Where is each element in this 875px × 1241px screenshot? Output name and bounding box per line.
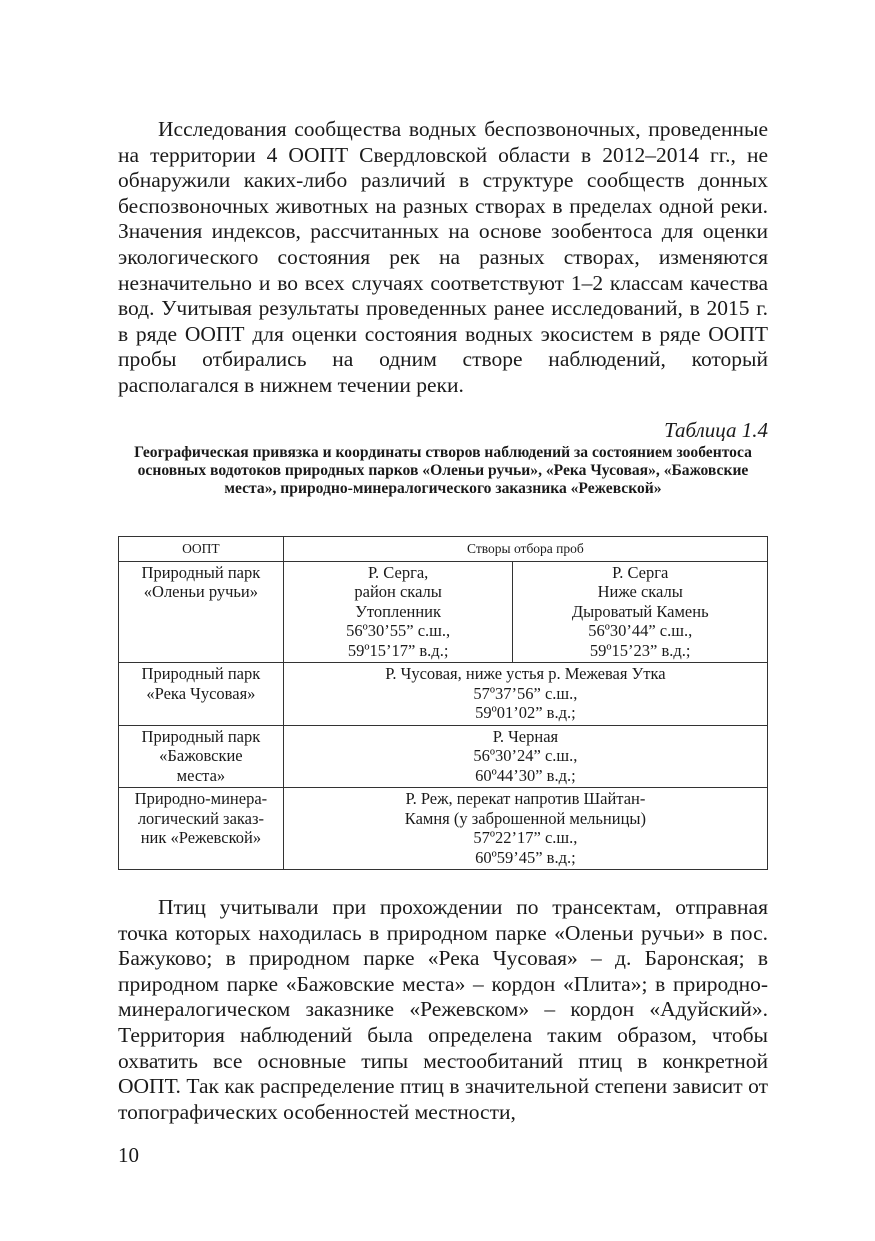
cell-line: Дыроватый Камень (571, 601, 709, 621)
site-cell (283, 663, 767, 726)
table-caption: Географическая привязка и координаты створов наблюдений за состоянием зообентоса основных водотоков природных парков «Оленьи ручьи», «Река Чусовая», «Бажовские места», природно-минералогического заказника «Режевской» (134, 444, 752, 497)
cell-line: 57º37’56” с.ш., (473, 683, 578, 703)
site-cell (513, 561, 768, 663)
area-cell (119, 561, 284, 663)
cell-line: «Оленьи ручьи» (143, 582, 259, 601)
cell-line: 57º22’17” с.ш., (473, 828, 578, 847)
cell-line: Камня (у заброшенной мельницы) (404, 808, 646, 828)
page-number: 10 (118, 1143, 139, 1167)
cell-line: Р. Чусовая, ниже устья р. Межевая Утка (385, 664, 666, 683)
body-paragraph-1: Исследования сообщества водных беспозвоночных, проведенные на территории 4 ООПТ Свердловской области в 2012–2014 гг., не обнаружили каких-либо различий в структуре сообществ донных беспозвоночных животных на разных створах в пределах одной реки. Значения индексов, рассчитанных на основе зообентоса для оценки экологического состояния рек на разных створах, изменяются незначительно и во всех случаях соответствуют 1–2 классам качества вод. Учитывая результаты проведенных ранее исследований, в 2015 г. в ряде ООПТ для оценки состояния водных экосистем в ряде ООПТ пробы отбирались на одним створе наблюдений, который располагался в нижнем течении реки. (118, 117, 768, 397)
area-cell (119, 663, 284, 726)
cell-line: Природный парк (141, 726, 261, 746)
cell-line: Утопленник (355, 601, 442, 621)
cell-line: Р. Серга (612, 562, 669, 582)
site-cell (283, 561, 513, 663)
site-cell (283, 725, 767, 788)
cell-line: места» (176, 765, 226, 785)
cell-line: Природный парк (141, 664, 261, 683)
cell-line: Природный парк (141, 562, 261, 582)
body-paragraph-2: Птиц учитывали при прохождении по трансектам, отправная точка которых находилась в природном парке «Оленьи ручьи» в пос. Бажуково; в природном парке «Река Чусовая» – д. Баронская; в природном парке «Бажовские места» – кордон «Плита»; в природно-минералогическом заказнике «Режевском» – кордон «Адуйский». Территория наблюдений была определена таким образом, чтобы охватить все основные типы местообитаний птиц в конкретной ООПТ. Так как распределение птиц в значительной степени зависит от топографических особенностей местности, (118, 895, 768, 1124)
cell-line: 56º30’44” с.ш., (588, 621, 693, 640)
table-header-row (119, 537, 768, 562)
area-cell (119, 788, 284, 870)
header-area: ООПТ (119, 537, 284, 562)
cell-line: Ниже скалы (597, 582, 683, 601)
observation-sites-table (118, 536, 768, 870)
cell-line: Природно-минера- (134, 789, 268, 808)
cell-line: 60º44’30” в.д.; (475, 765, 576, 785)
table-row (119, 663, 768, 726)
cell-line: 59º15’17” в.д.; (347, 640, 449, 660)
cell-line: «Бажовские (159, 746, 243, 765)
table-row (119, 561, 768, 663)
cell-line: ник «Режевской» (140, 828, 262, 847)
cell-line: 56º30’24” с.ш., (473, 746, 578, 765)
area-cell (119, 725, 284, 788)
cell-line: логический заказ- (137, 808, 264, 828)
table-row (119, 725, 768, 788)
cell-line: Р. Серга, (367, 562, 429, 582)
cell-line: 59º15’23” в.д.; (589, 640, 691, 660)
cell-line: «Река Чусовая» (146, 683, 256, 703)
site-cell (283, 788, 767, 870)
cell-line: 60º59’45” в.д.; (475, 847, 576, 867)
cell-line: Р. Черная (492, 726, 559, 746)
cell-line: Р. Реж, перекат напротив Шайтан- (405, 789, 646, 808)
table-label: Таблица 1.4 (664, 418, 768, 442)
header-sites: Створы отбора проб (283, 537, 767, 562)
table-row (119, 788, 768, 870)
cell-line: 56º30’55” с.ш., (346, 621, 451, 640)
cell-line: район скалы (354, 582, 442, 601)
cell-line: 59º01’02” в.д.; (475, 703, 576, 722)
